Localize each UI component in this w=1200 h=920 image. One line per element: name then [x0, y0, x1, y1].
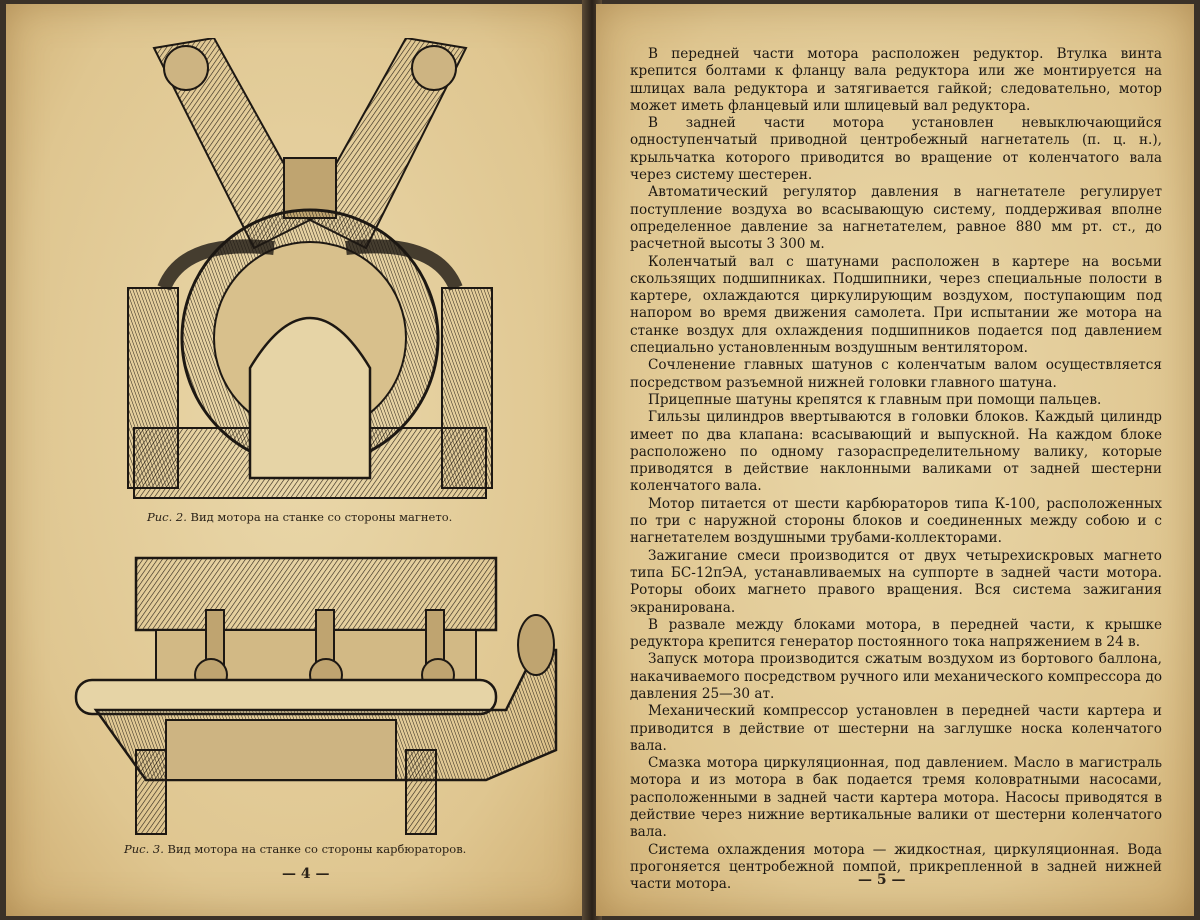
paragraph-ignition: Зажигание смеси производится от двух четырехискровых магнето типа БС-12пЭА, устанавливаемых на суппорте в задней части мотора. Роторы обоих магнето правого вращения. Вся система зажигания экранирована. [630, 547, 1162, 616]
paragraph-generator: В развале между блоками мотора, в передней части, к крышке редуктора крепится генератор постоянного тока напряжением в 24 в. [630, 616, 1162, 651]
figure-3-label: Рис. 3. [124, 842, 164, 856]
paragraph-connecting-rods: Сочленение главных шатунов с коленчатым валом осуществляется посредством разъемной нижней головки главного шатуна. [630, 357, 1162, 391]
paragraph-reducer: В передней части мотора расположен редуктор. Втулка винта крепится болтами к фланцу вала редуктора или же монтируется на шлицах вала редуктора и затягивается гайкой; следовательно, мотор может иметь фланцевый или шлицевый вал редуктора. [630, 46, 1162, 114]
paragraph-supercharger: В задней части мотора установлен невыключающийся одноступенчатый приводной центробежный нагнетатель (п. ц. н.), крыльчатка которого приводится во вращение от коленчатого вала через систему шестерен. [630, 115, 1162, 184]
paragraph-pressure-regulator: Автоматический регулятор давления в нагнетателе регулирует поступление воздуха во всасывающую систему, поддерживая вполне определенное давление за нагнетателем, равное 880 мм рт. ст., до расчетной высоты 3 300 м. [630, 184, 1162, 253]
figure-3-text: Вид мотора на станке со стороны карбюраторов. [167, 842, 467, 856]
paragraph-crankshaft: Коленчатый вал с шатунами расположен в картере на восьми скользящих подшипниках. Подшипники, через специальные полости в картере, охлаждаются циркулирующим воздухом, поступающим под напором во время движения самолета. При испытании же мотора на станке воздух для охлаждения подшипников подается под давлением специально установленным воздушным вентилятором. [630, 253, 1162, 357]
paragraph-carburetors: Мотор питается от шести карбюраторов типа К-100, расположенных по три с наружной стороны блоков и соединенных между собою и с нагнетателем воздушными трубами-коллекторами. [630, 495, 1162, 547]
paragraph-cylinders: Гильзы цилиндров ввертываются в головки блоков. Каждый цилиндр имеет по два клапана: всасывающий и выпускной. На каждом блоке расположено по одному газораспределительному валику, которые приводятся в действие наклонными валиками от задней шестерни коленчатого вала. [630, 409, 1162, 495]
figure-2-text: Вид мотора на станке со стороны магнето. [190, 510, 453, 524]
engine-side-illustration [66, 550, 566, 836]
page-number-right: — 5 — [858, 872, 906, 888]
figure-3-caption [124, 842, 466, 856]
page-number-left: — 4 — [282, 866, 330, 882]
figure-2-caption [147, 510, 452, 524]
paragraph-cooling: Система охлаждения мотора — жидкостная, циркуляционная. Вода прогоняется центробежной помпой, прикрепленной в задней нижней части мотора. [630, 841, 1162, 893]
engine-front-illustration [124, 38, 496, 500]
paragraph-compressor: Механический компрессор установлен в передней части картера и приводится в действие от шестерни на заглушке носка коленчатого вала. [630, 703, 1162, 754]
paragraph-starting: Запуск мотора производится сжатым воздухом из бортового баллона, накачиваемого посредством ручного или механического компрессора до давления 25—30 ат. [630, 651, 1162, 702]
left-page [6, 4, 588, 916]
body-text [630, 46, 1162, 894]
paragraph-articulated-rods: Прицепные шатуны крепятся к главным при помощи пальцев. [648, 391, 1102, 408]
figure-2-label: Рис. 2. [147, 510, 187, 524]
paragraph-lubrication: Смазка мотора циркуляционная, под давлением. Масло в магистраль мотора и из мотора в бак подается тремя коловратными насосами, расположенными в задней части картера мотора. Насосы приводятся в действие через нижние вертикальные валики от шестерни коленчатого вала. [630, 755, 1162, 841]
right-page [596, 4, 1194, 916]
